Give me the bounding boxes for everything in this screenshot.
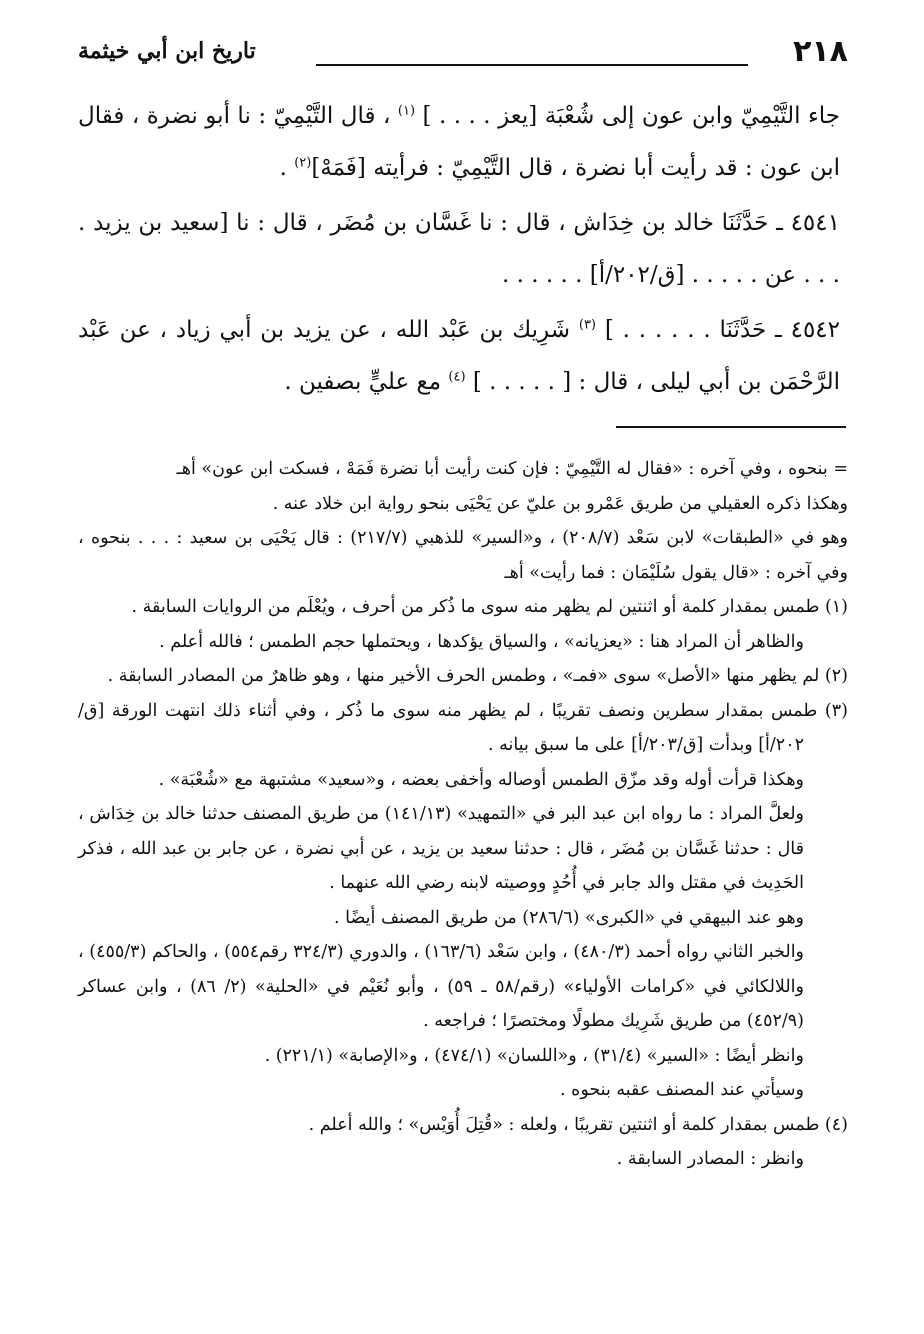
paragraph-1 — [78, 90, 840, 194]
footnote-line: وانظر : المصادر السابقة . — [616, 1149, 804, 1169]
footnote-line: وهو عند البيهقي في «الكبرى» (٢٨٦/٦) من طريق المصنف أيضًا . — [334, 907, 804, 928]
header-rule — [316, 64, 748, 66]
footnote-line: وانظر أيضًا : «السير» (٣١/٤) ، و«اللسان» (٤٧٤/١) ، و«الإصابة» (٢٢١/١) . — [264, 1045, 804, 1066]
footnote-marker-3: (٣) — [578, 317, 596, 333]
paragraph-1-part-b: ، قال التَّيْمِيّ : نا أبو نضرة ، فقال ابن عون : قد رأيت أبا نضرة ، قال التَّيْمِيّ : فرأيته [فَمَهْ] — [78, 103, 840, 181]
footnote-line: وسيأتي عند المصنف عقبه بنحوه . — [560, 1080, 804, 1100]
footnote-line: وهكذا ذكره العقيلي من طريق عَمْرو بن عليّ عن يَحْيَى بنحو رواية ابن خلاد عنه . — [272, 493, 848, 514]
hadith-4542-part-c: مع عليٍّ بصفين . — [284, 369, 442, 395]
footnote-2: (٢) لم يظهر منها «الأصل» سوى «فمـ» ، وطمس الحرف الأخير منها ، وهو ظاهرٌ من المصادر السابقة . — [107, 666, 848, 686]
footnote-divider — [616, 426, 846, 428]
hadith-4542 — [78, 304, 840, 408]
hadith-4542-part-a: ٤٥٤٢ ـ حَدَّثَنَا . . . . . . ] — [604, 317, 841, 343]
footnote-line: والخبر الثاني رواه أحمد (٤٨٠/٣) ، وابن سَعْد (١٦٣/٦) ، والدوري (٣٢٤/٣ رقم٥٥٤) ، والحاكم (٤٥٥/٣) ، واللالكائي في «كرامات الأولياء» (رقم/٥٨ ـ ٥٩) ، وأبو نُعَيْم في «الحلية» (٢/ ٨٦) ، وابن عساكر (٤٥٢/٩) من طريق شَرِيك مطولًا ومختصرًا ؛ فراجعه . — [78, 942, 805, 1031]
footnote-marker-1: (١) — [397, 103, 416, 119]
footnote-marker-2: (٢) — [294, 155, 312, 171]
hadith-4541: ٤٥٤١ ـ حَدَّثَنَا خالد بن خِدَاش ، قال : نا غَسَّان بن مُضَر ، قال : نا [سعيد بن يزيد . . . . عن . . . . . [ق/٢٠٢/أ] . . . . . . — [78, 210, 840, 288]
footnote-line: وهو في «الطبقات» لابن سَعْد (٢٠٨/٧) ، و«السير» للذهبي (٢١٧/٧) : قال يَحْيَى بن سعيد : . . . بنحوه ، وفي آخره : «قال يقول سُلَيْمَان : فما رأيت» أهـ — [78, 528, 848, 583]
footnote-line: ولعلَّ المراد : ما رواه ابن عبد البر في «التمهيد» (١٤١/١٣) من طريق المصنف حدثنا خالد بن خِدَاش ، قال : حدثنا غَسَّان بن مُضَر ، قال : حدثنا سعيد بن يزيد ، عن أبي نضرة ، عن جابر بن عبد الله ، فذكر الحَدِيث في مقتل والد جابر في أُحُدٍ ووصيته لابنه رضي الله عنهما . — [78, 804, 804, 893]
footnote-1: (١) طمس بمقدار كلمة أو اثنتين لم يظهر منه سوى ما ذُكر من أحرف ، ويُعْلَم من الروايات السابقة . — [131, 597, 848, 617]
footnote-marker-4: (٤) — [448, 369, 466, 385]
hadith-4542-part-b: شَرِيك بن عَبْد الله ، عن يزيد بن أبي زياد ، عن عَبْد الرَّحْمَن بن أبي ليلى ، قال : [ . . . . . ] — [78, 317, 840, 395]
footnote-4: (٤) طمس بمقدار كلمة أو اثنتين تقريبًا ، ولعله : «قُتِلَ أُوَيْس» ؛ والله أعلم . — [308, 1114, 848, 1135]
footnote-line: والظاهر أن المراد هنا : «يعزيانه» ، والسياق يؤكدها ، ويحتملها حجم الطمس ؛ فالله أعلم . — [159, 631, 804, 652]
paragraph-1-part-c: . — [279, 155, 287, 181]
main-text — [78, 90, 840, 408]
footnotes — [78, 452, 848, 1177]
footnote-line: وهكذا قرأت أوله وقد مزّق الطمس أوصاله وأخفى بعضه ، و«سعيد» مشتبهة مع «شُعْبَة» . — [158, 769, 804, 790]
footnote-3: (٣) طمس بمقدار سطرين ونصف تقريبًا ، لم يظهر منه سوى ما ذُكر ، وفي أثناء ذلك انتهت الورقة [ق/ ٢٠٢/أ] وبدأت [ق/٢٠٣/أ] على ما سبق بيانه . — [78, 700, 848, 755]
paragraph-1-part-a: جاء التَّيْمِيّ وابن عون إلى شُعْبَة [يعز . . . . ] — [422, 103, 841, 129]
page-number: ٢١٨ — [793, 34, 848, 69]
footnote-line: = بنحوه ، وفي آخره : «فقال له التَّيْمِيّ : فإن كنت رأيت أبا نضرة فَمَهْ ، فسكت ابن عون» أهـ — [176, 459, 848, 479]
running-title: تاريخ ابن أبي خيثمة — [78, 38, 256, 64]
page-header — [78, 34, 848, 78]
